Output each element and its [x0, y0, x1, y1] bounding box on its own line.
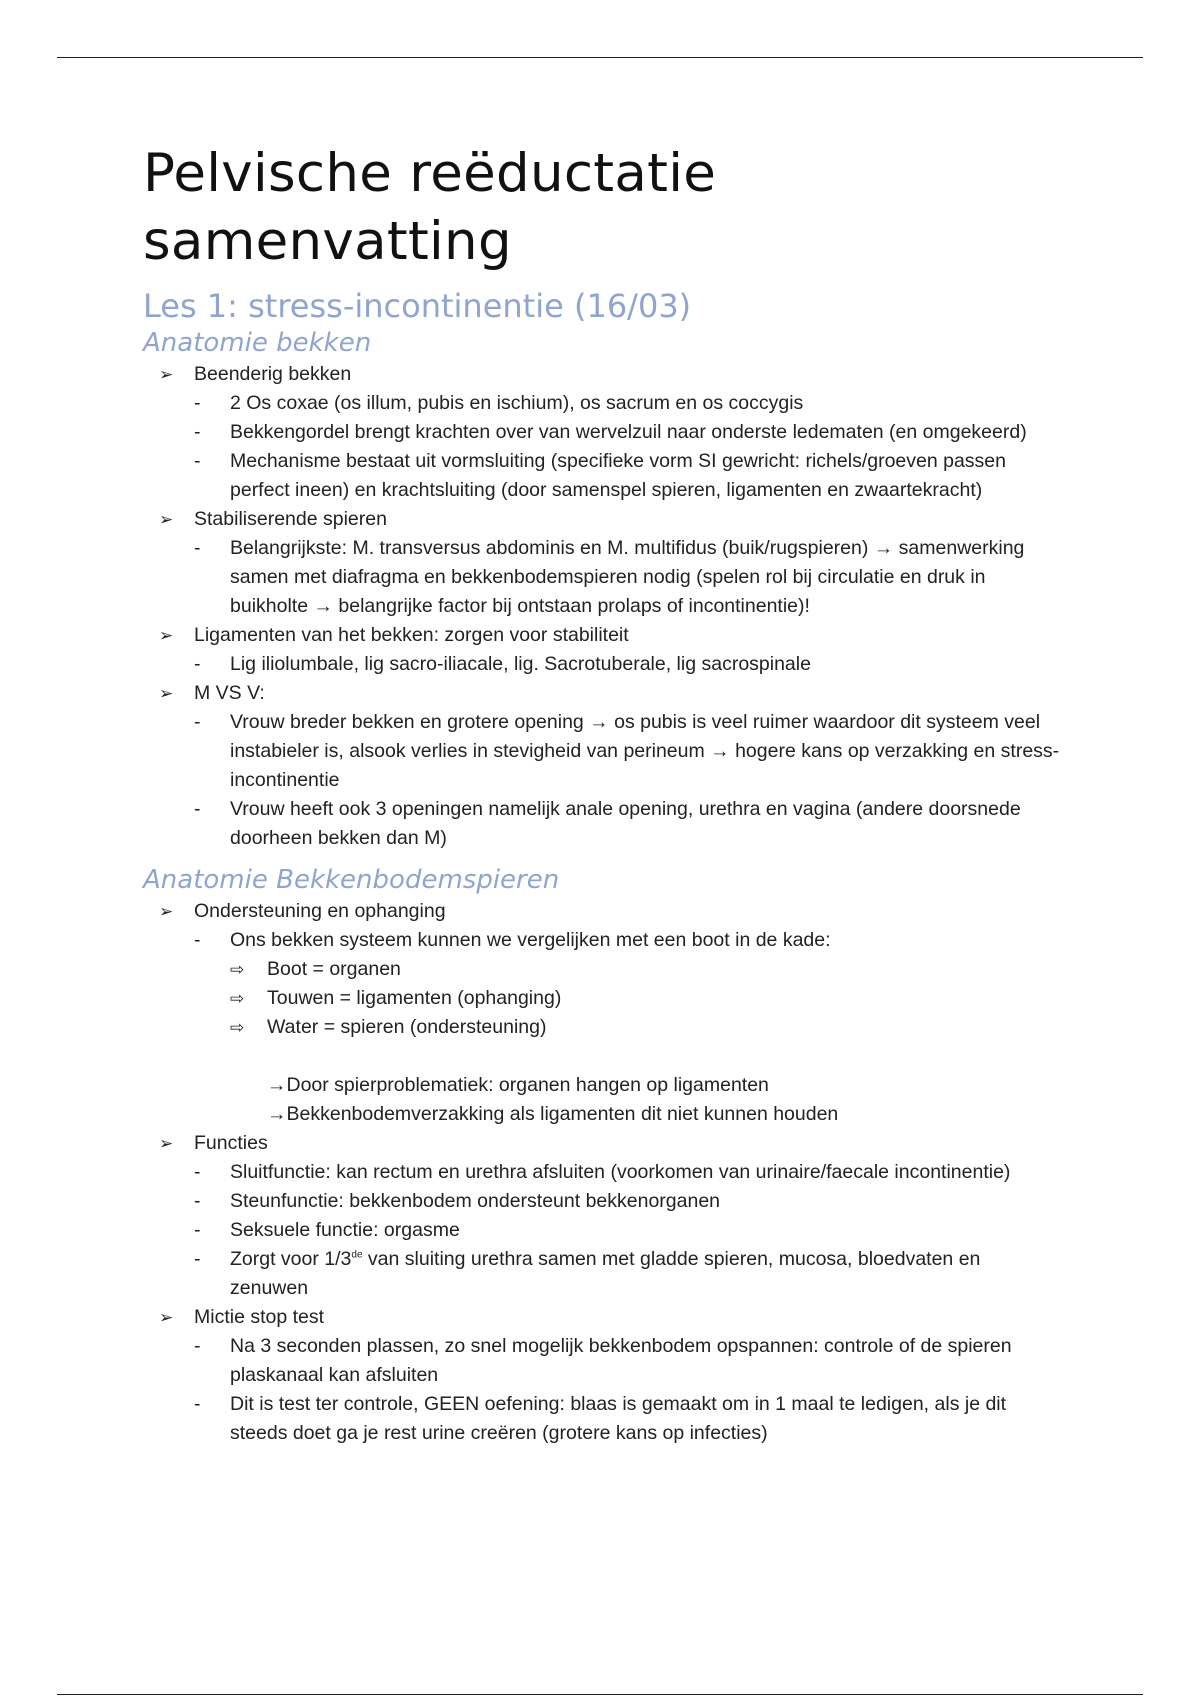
sub-list-item: [143, 955, 1063, 984]
outline-arrow-icon: ⇨: [230, 1018, 245, 1037]
arrow-bullet-icon: ➢: [159, 684, 174, 703]
title-line-2: samenvatting: [143, 211, 512, 272]
dash-marker: -: [194, 653, 201, 675]
arrow-bullet-icon: ➢: [159, 365, 174, 384]
section-heading-anatomie-bekken: Anatomie bekken: [143, 328, 372, 358]
blank-line: [143, 1042, 1063, 1071]
section-anatomie-bekken: [143, 360, 1063, 853]
arrow-bullet-icon: ➢: [159, 1134, 174, 1153]
bullet-label: Functies: [194, 1132, 268, 1154]
list-item: [143, 389, 1063, 418]
list-item-text-pre: Zorgt voor 1/3: [230, 1248, 352, 1270]
list-item: [143, 1216, 1063, 1245]
arrow-bullet-icon: ➢: [159, 902, 174, 921]
dash-marker: -: [194, 1190, 201, 1212]
note-line: →Door spierproblematiek: organen hangen op ligamenten: [267, 1074, 769, 1096]
title-line-1: Pelvische reëductatie: [143, 143, 717, 204]
sub-list-item: [143, 1013, 1063, 1042]
bullet-label: Mictie stop test: [194, 1306, 325, 1328]
dash-marker: -: [194, 421, 201, 443]
dash-marker: -: [194, 537, 201, 559]
list-item-text: Seksuele functie: orgasme: [230, 1219, 460, 1241]
dash-marker: -: [194, 450, 201, 472]
arrow-bullet-icon: ➢: [159, 1308, 174, 1327]
list-item: [143, 708, 1063, 795]
list-item: [143, 447, 1063, 505]
list-item-text: Dit is test ter controle, GEEN oefening: blaas is gemaakt om in 1 maal te ledigen, als je dit steeds doet ga je rest urine creëren (grotere kans op infecties): [230, 1393, 1007, 1444]
list-item-text: Vrouw breder bekken en grotere opening → os pubis is veel ruimer waardoor dit systeem veel instabieler is, alsook verlies in stevigheid van perineum → hogere kans op verzakking en stress-incontinentie: [230, 711, 1060, 791]
document-title: [143, 140, 1063, 276]
list-item-text: Sluitfunctie: kan rectum en urethra afsluiten (voorkomen van urinaire/faecale incontinentie): [230, 1161, 1011, 1183]
bullet-label: Stabiliserende spieren: [194, 508, 387, 530]
list-item: [143, 650, 1063, 679]
dash-marker: -: [194, 929, 201, 951]
list-item-text: Belangrijkste: M. transversus abdominis en M. multifidus (buik/rugspieren) → samenwerking samen met diafragma en bekkenbodemspieren nodig (spelen rol bij circulatie en druk in buikholte → belangrijke factor bij ontstaan prolaps of incontinentie)!: [230, 537, 1025, 617]
bullet-m-vs-v: [143, 679, 1063, 708]
list-item: [143, 1390, 1063, 1448]
dash-marker: -: [194, 798, 201, 820]
sub-list-item-text: Touwen = ligamenten (ophanging): [267, 987, 562, 1009]
bullet-beenderig-bekken: [143, 360, 1063, 389]
list-item-text: Mechanisme bestaat uit vormsluiting (specifieke vorm SI gewricht: richels/groeven passen perfect ineen) en krachtsluiting (door samenspel spieren, ligamenten en zwaartekracht): [230, 450, 1007, 501]
list-item: [143, 926, 1063, 955]
superscript: de: [351, 1249, 363, 1261]
dash-marker: -: [194, 711, 201, 733]
list-item: [143, 418, 1063, 447]
bullet-label: Ondersteuning en ophanging: [194, 900, 446, 922]
list-item: [143, 1187, 1063, 1216]
list-item-text: Steunfunctie: bekkenbodem ondersteunt bekkenorganen: [230, 1190, 721, 1212]
list-item-text: 2 Os coxae (os illum, pubis en ischium), os sacrum en os coccygis: [230, 392, 804, 414]
list-item-text: Lig iliolumbale, lig sacro-iliacale, lig. Sacrotuberale, lig sacrospinale: [230, 653, 811, 675]
list-item: [143, 1245, 1063, 1303]
sub-list-item-text: Boot = organen: [267, 958, 401, 980]
list-item: [143, 1332, 1063, 1390]
outline-arrow-icon: ⇨: [230, 989, 245, 1008]
sub-list-item: [143, 984, 1063, 1013]
list-item: [143, 795, 1063, 853]
bullet-label: Ligamenten van het bekken: zorgen voor stabiliteit: [194, 624, 629, 646]
list-item-text: Ons bekken systeem kunnen we vergelijken met een boot in de kade:: [230, 929, 831, 951]
list-item-text: Bekkengordel brengt krachten over van wervelzuil naar onderste ledematen (en omgekeerd): [230, 421, 1027, 443]
page-bottom-rule: [57, 1694, 1143, 1695]
arrow-bullet-icon: ➢: [159, 510, 174, 529]
bullet-stabiliserende-spieren: [143, 505, 1063, 534]
note-line: →Bekkenbodemverzakking als ligamenten dit niet kunnen houden: [267, 1103, 839, 1125]
list-item: [143, 1158, 1063, 1187]
bullet-ondersteuning: [143, 897, 1063, 926]
bullet-label: M VS V:: [194, 682, 265, 704]
page-top-rule: [57, 57, 1143, 58]
section-heading-bekkenbodemspieren: Anatomie Bekkenbodemspieren: [143, 865, 560, 895]
bullet-ligamenten: [143, 621, 1063, 650]
dash-marker: -: [194, 1161, 201, 1183]
arrow-bullet-icon: ➢: [159, 626, 174, 645]
dash-marker: -: [194, 1393, 201, 1415]
bullet-label: Beenderig bekken: [194, 363, 352, 385]
list-item-text: Vrouw heeft ook 3 openingen namelijk anale opening, urethra en vagina (andere doorsnede doorheen bekken dan M): [230, 798, 1021, 849]
dash-marker: -: [194, 1335, 201, 1357]
section-bekkenbodemspieren: [143, 897, 1063, 1448]
dash-marker: -: [194, 1219, 201, 1241]
bullet-functies: [143, 1129, 1063, 1158]
list-item: [143, 534, 1063, 621]
dash-marker: -: [194, 392, 201, 414]
sub-list-item-text: Water = spieren (ondersteuning): [267, 1016, 547, 1038]
list-item-text: Na 3 seconden plassen, zo snel mogelijk bekkenbodem opspannen: controle of de spieren plaskanaal kan afsluiten: [230, 1335, 1012, 1386]
list-item-text-post: van sluiting urethra samen met gladde spieren, mucosa, bloedvaten en zenuwen: [230, 1248, 981, 1299]
dash-marker: -: [194, 1248, 201, 1270]
document-body: [143, 140, 1063, 1448]
bullet-mictie-stop-test: [143, 1303, 1063, 1332]
outline-arrow-icon: ⇨: [230, 960, 245, 979]
lesson-heading: Les 1: stress-incontinentie (16/03): [143, 287, 692, 325]
